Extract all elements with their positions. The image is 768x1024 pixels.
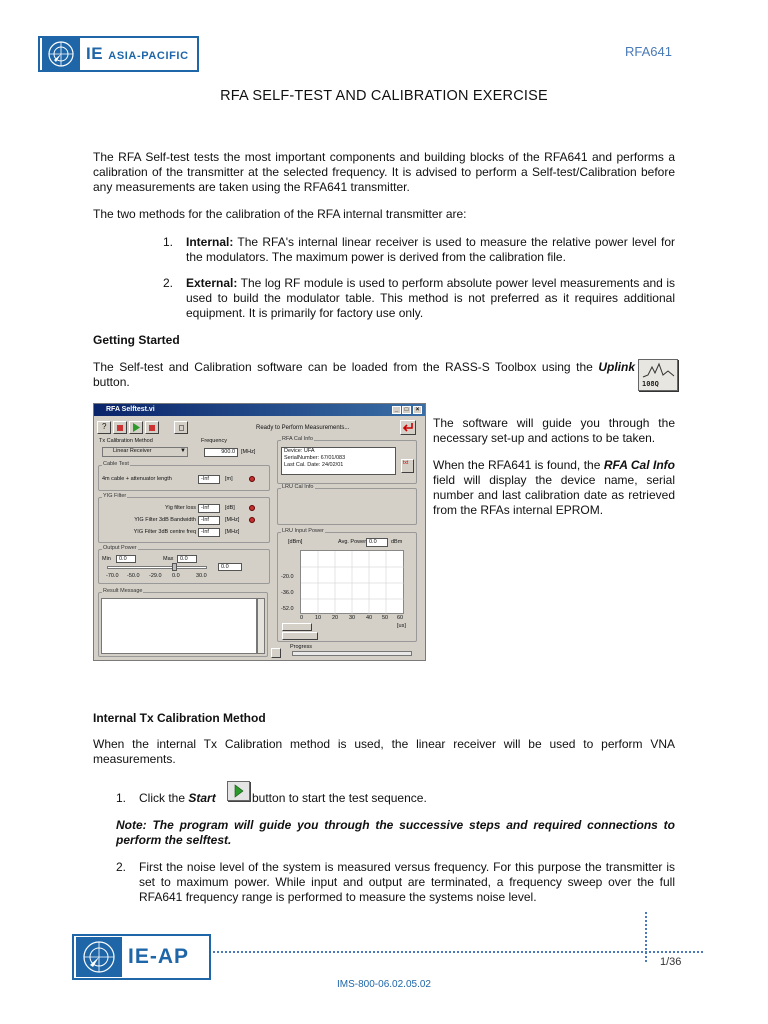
cal-info-field: Device: UFA SerialNumber: 67/01/083 Last Cal. Date: 24/02/01: [281, 447, 396, 475]
chevron-down-icon: ▼: [180, 448, 186, 454]
step-1-a: Click the Start: [139, 791, 216, 805]
cable-status-led: [249, 476, 255, 482]
lru-input-power-group: LRU Input Power [dBm] Avg. Power 0.0 dBm -20.0 -36.0 -52.0 0 10 20 30 40 50 60 [us]: [277, 532, 417, 642]
plot-scale-button[interactable]: [282, 632, 318, 640]
internal-heading: Internal Tx Calibration Method: [93, 711, 266, 725]
step-2-num: 2.: [116, 860, 127, 874]
plot-zoom-button[interactable]: [282, 623, 312, 631]
maximize-icon[interactable]: □: [402, 406, 411, 414]
min-input[interactable]: 0.0: [116, 555, 136, 563]
getting-started-heading: Getting Started: [93, 333, 180, 347]
rfa-cal-info-group: RFA Cal Info Device: UFA SerialNumber: 67/01/083 Last Cal. Date: 24/02/01 txt: [277, 440, 417, 484]
help-button[interactable]: ?: [97, 421, 111, 434]
cable-length-value: -Inf: [198, 475, 220, 484]
output-power-slider[interactable]: [107, 566, 207, 569]
start-button[interactable]: [129, 421, 143, 434]
stop-button[interactable]: [145, 421, 159, 434]
footer-divider: [213, 951, 703, 953]
internal-text: When the internal Tx Calibration method is used, the linear receiver will be used to perform VNA measurements.: [93, 737, 675, 766]
footer-logo-text: IE-AP: [128, 945, 190, 968]
minimize-icon[interactable]: _: [392, 406, 401, 414]
footer-divider-vertical: [645, 912, 647, 962]
power-plot: [300, 550, 404, 614]
progress-bar: [292, 651, 412, 656]
radar-emblem-icon: [76, 937, 122, 977]
tx-method-select[interactable]: Linear Receiver ▼: [102, 447, 188, 457]
eraser-icon[interactable]: [271, 648, 281, 658]
method-2-num: 2.: [163, 276, 174, 290]
selftest-window: RFA Selftest.vi _ □ × ? Ready to Perform Measurements... Tx Calibration Method Linear Receiver ▼ Frequency 900.0 [MHz] RFA Cal Info Device: UFA SerialNumber: 67/01/083 Last Cal. Date: 24/02/01 txt Cable Test 4m cable + attenuator length -Inf [m] LRU Cal Info YIG Filter Yig filter loss -Inf [dB] YIG Filter 3dB Bandwidth -Inf [MHz] YIG Filter 3dB centre freq -Inf [MHz] LRU Input Power [dBm] Avg. Power 0.0 dBm -20.0 -36.0 -52.0 0 10 20 30 40 50 60 [us] Output Power Min 0.0 Max 0.0 0.0 -70.0 -50.0 -29.0 0.0 30.0 Result Message Progress: [93, 403, 426, 661]
yig-filter-group: YIG Filter Yig filter loss -Inf [dB] YIG Filter 3dB Bandwidth -Inf [MHz] YIG Filter 3dB centre freq -Inf [MHz]: [98, 497, 270, 543]
note-text: Note: The program will guide you through the successive steps and required connections to perform the selftest.: [116, 818, 675, 847]
pause-button[interactable]: [174, 421, 188, 434]
doc-code: RFA641: [625, 44, 672, 59]
company-logo: [38, 36, 199, 72]
slider-handle[interactable]: [172, 563, 177, 571]
tx-method-label: Tx Calibration Method: [99, 438, 153, 444]
window-titlebar: [94, 404, 425, 416]
method-1: Internal: The RFA's internal linear receiver is used to measure the relative power level for the modulators. The maximum power is derived from the calibration file.: [186, 235, 675, 264]
cal-file-icon[interactable]: txt: [401, 459, 414, 473]
status-text: Ready to Perform Measurements...: [256, 425, 350, 431]
frequency-input[interactable]: 900.0: [204, 448, 238, 457]
side-paragraph-2: When the RFA641 is found, the RFA Cal Info field will display the device name, serial number and last calibration date as retrieved from the RFAs internal EPROM.: [433, 458, 675, 517]
result-textarea[interactable]: [101, 598, 257, 654]
close-icon[interactable]: ×: [413, 406, 422, 414]
getting-started-text: The Self-test and Calibration software can be loaded from the RASS-S Toolbox using the Uplink button.: [93, 360, 636, 389]
yig-bw-led: [249, 517, 255, 523]
exit-button[interactable]: [400, 420, 416, 435]
footer-logo: [72, 934, 211, 980]
page-number: 1/36: [660, 956, 682, 968]
start-icon: [227, 781, 250, 801]
document-id: IMS-800-06.02.05.02: [337, 979, 431, 990]
step-1-num: 1.: [116, 791, 127, 805]
record-button[interactable]: [113, 421, 127, 434]
frequency-label: Frequency: [201, 438, 227, 444]
max-input[interactable]: 0.0: [177, 555, 197, 563]
window-title: RFA Selftest.vi: [106, 406, 155, 413]
uplink-button-icon: [638, 359, 678, 391]
slider-value[interactable]: 0.0: [218, 563, 242, 571]
lru-cal-info-group: LRU Cal Info: [277, 488, 417, 525]
uplink-icon-label: 108Q: [642, 380, 659, 388]
radar-emblem-icon: [42, 38, 80, 70]
frequency-unit: [MHz]: [241, 449, 256, 455]
intro-paragraph: The RFA Self-test tests the most important components and building blocks of the RFA641 and performs a calibration of the transmitter at the selected frequency. It is advised to perform a Self-test/Calibration before any measurements are taken using the RFA641 transmitter.: [93, 150, 675, 194]
step-1-b: button to start the test sequence.: [252, 791, 427, 805]
method-1-num: 1.: [163, 235, 174, 249]
result-scrollbar[interactable]: [257, 598, 265, 654]
logo-text: IE ASIA-PACIFIC: [86, 44, 189, 63]
page-title: RFA SELF-TEST AND CALIBRATION EXERCISE: [220, 88, 548, 104]
step-2-text: First the noise level of the system is measured versus frequency. For this purpose the transmitter is set to maximum power. While input and output are terminated, a frequency sweep over the full RFA641 frequency range is performed to measure the systems noise level.: [139, 860, 675, 904]
avg-power-value: 0.0: [366, 538, 388, 547]
side-paragraph-1: The software will guide you through the necessary set-up and actions to be taken.: [433, 416, 675, 445]
method-2: External: The log RF module is used to perform absolute power level measurements and is used to build the modulator table. This method is not preferred as it requires additional equipment. It is primarily for factory use only.: [186, 276, 675, 320]
result-message-group: Result Message: [98, 592, 268, 657]
methods-intro: The two methods for the calibration of the RFA internal transmitter are:: [93, 207, 467, 221]
cable-test-group: Cable Test 4m cable + attenuator length -Inf [m]: [98, 465, 270, 491]
output-power-group: Output Power Min 0.0 Max 0.0 0.0 -70.0 -50.0 -29.0 0.0 30.0: [98, 549, 270, 584]
yig-loss-led: [249, 505, 255, 511]
